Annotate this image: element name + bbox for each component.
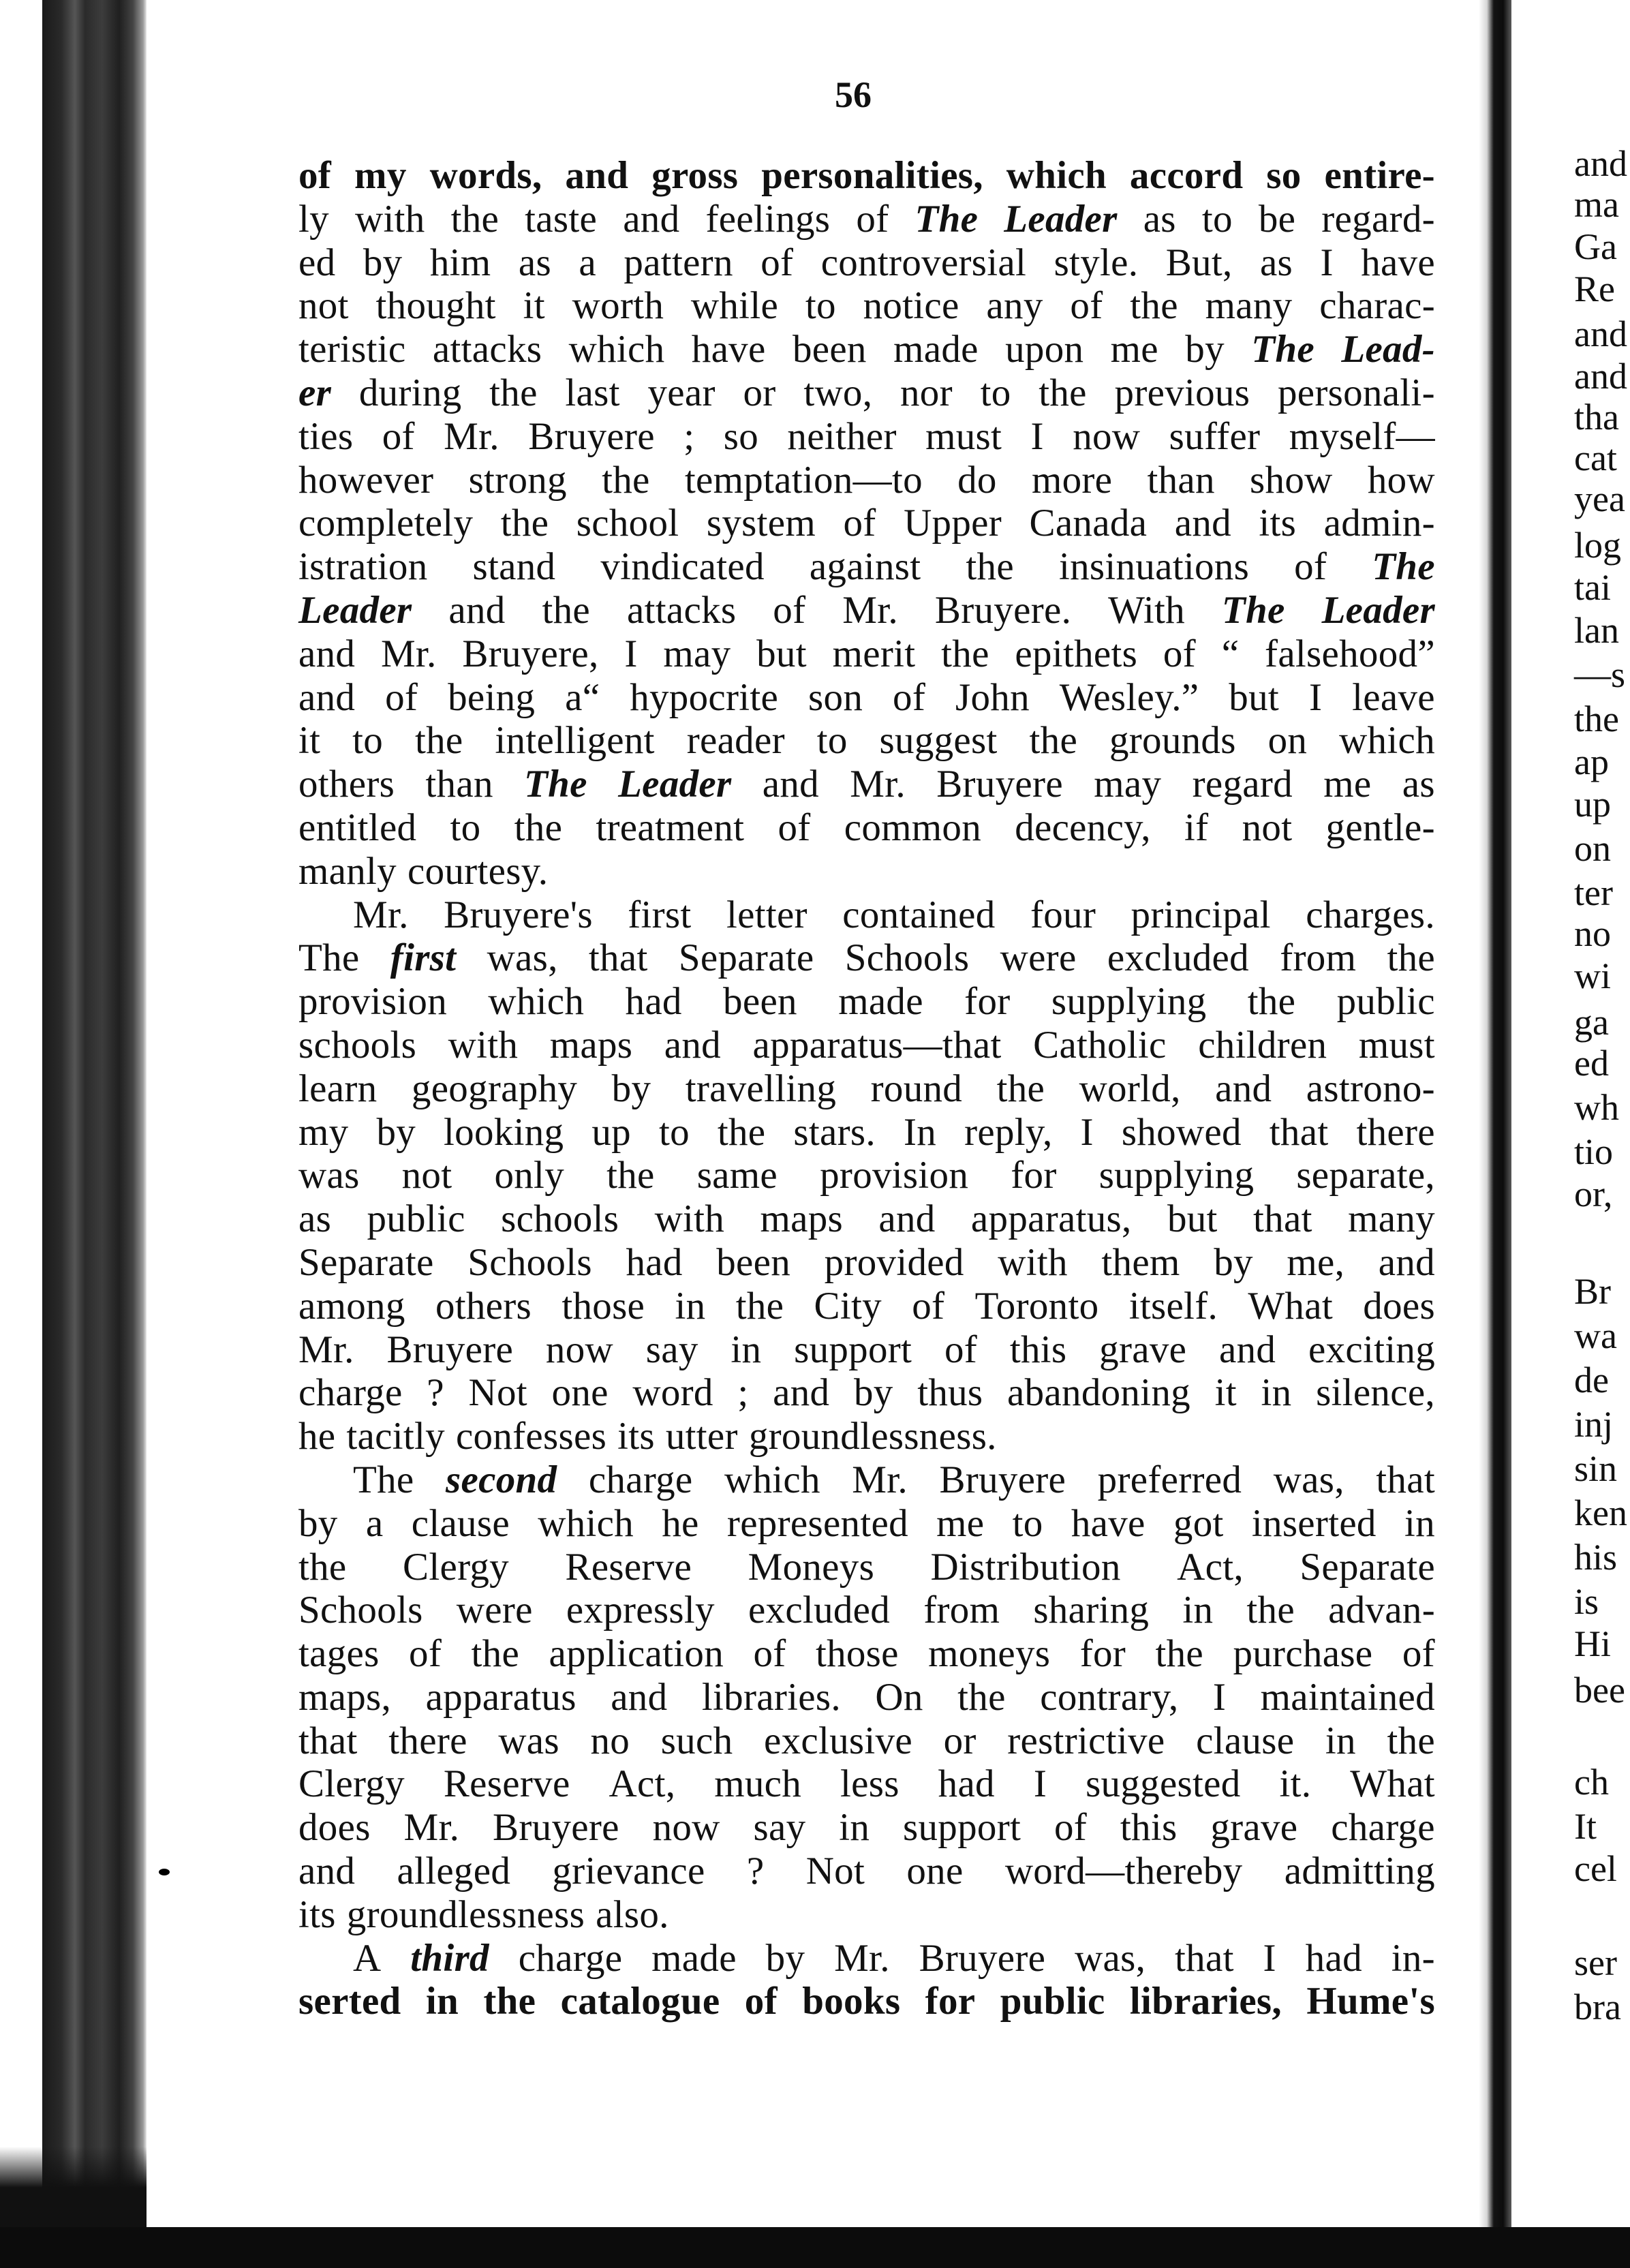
text-line: not thought it worth while to notice any of the many charac- (298, 284, 1435, 328)
body-text (298, 154, 1435, 2023)
ink-speck (159, 1869, 170, 1875)
text-line: er during the last year or two, nor to the previous personali- (298, 371, 1435, 414)
text-line: completely the school system of Upper Canada and its admin- (298, 502, 1435, 545)
text-line: the Clergy Reserve Moneys Distribution Act, Separate (298, 1545, 1435, 1589)
text-line: as public schools with maps and apparatus, but that many (298, 1197, 1435, 1241)
adjacent-page-fragment: and (1574, 313, 1627, 354)
text-line: maps, apparatus and libraries. On the contrary, I maintained (298, 1675, 1435, 1719)
page-gutter (1479, 0, 1511, 2268)
scan-border-bottom (0, 2227, 1630, 2268)
text-line: learn geography by travelling round the world, and astrono- (298, 1067, 1435, 1110)
text-line: ly with the taste and feelings of The Leader as to be regard- (298, 197, 1435, 241)
text-line: among others those in the City of Toronto itself. What does (298, 1284, 1435, 1328)
adjacent-page-fragment: ter (1574, 872, 1613, 913)
adjacent-page-fragment: or, (1574, 1174, 1613, 1214)
text-line: does Mr. Bruyere now say in support of this grave charge (298, 1806, 1435, 1850)
text-line: that there was no such exclusive or restrictive clause in the (298, 1719, 1435, 1762)
adjacent-page-fragment: wi (1574, 955, 1611, 996)
adjacent-page-fragment: bee (1574, 1670, 1625, 1711)
text-line: istration stand vindicated against the insinuations of The (298, 545, 1435, 589)
adjacent-page-fragment: his (1574, 1537, 1618, 1578)
adjacent-page-fragment: tai (1574, 567, 1611, 608)
text-line: it to the intelligent reader to suggest the grounds on which (298, 719, 1435, 763)
adjacent-page-fragment: ed (1574, 1043, 1609, 1084)
adjacent-page-fragment: ch (1574, 1762, 1609, 1803)
adjacent-page-fragment: ser (1574, 1942, 1617, 1983)
text-line: Mr. Bruyere now say in support of this grave and exciting (298, 1328, 1435, 1371)
adjacent-page-fragment: bra (1574, 1987, 1621, 2027)
adjacent-page-fragment: ga (1574, 1002, 1609, 1043)
adjacent-page-fragment: Ga (1574, 226, 1617, 267)
text-line: of my words, and gross personalities, which accord so entire- (298, 154, 1435, 197)
adjacent-page-fragment: tio (1574, 1131, 1614, 1172)
adjacent-page-fragment: is (1574, 1581, 1599, 1622)
adjacent-page-fragment: cat (1574, 438, 1617, 478)
text-line: provision which had been made for supplying the public (298, 980, 1435, 1024)
text-line: teristic attacks which have been made upon me by The Lead- (298, 328, 1435, 371)
text-line: Separate Schools had been provided with them by me, and (298, 1240, 1435, 1284)
text-line: entitled to the treatment of common decency, if not gentle- (298, 806, 1435, 849)
adjacent-page-fragment: tha (1574, 397, 1619, 438)
adjacent-page-fragment: wa (1574, 1315, 1617, 1356)
adjacent-page-fragment: log (1574, 525, 1622, 566)
text-line: was not only the same provision for supplying separate, (298, 1154, 1435, 1197)
text-line: The first was, that Separate Schools were excluded from the (298, 936, 1435, 980)
text-line: manly courtesy. (298, 849, 549, 893)
adjacent-page-fragment: ap (1574, 741, 1609, 782)
adjacent-page-fragment: Hi (1574, 1623, 1611, 1664)
text-line: by a clause which he represented me to have got inserted in (298, 1501, 1435, 1545)
adjacent-page-fragment: Br (1574, 1271, 1611, 1312)
text-line: ed by him as a pattern of controversial style. But, as I have (298, 241, 1435, 284)
text-line: and Mr. Bruyere, I may but merit the epithets of “ falsehood” (298, 632, 1435, 675)
adjacent-page (1511, 0, 1630, 2227)
adjacent-page-fragment: on (1574, 828, 1611, 869)
text-line: A third charge made by Mr. Bruyere was, that I had in- (353, 1936, 1435, 1980)
text-line: however strong the temptation—to do more than show how (298, 458, 1435, 502)
adjacent-page-fragment: no (1574, 913, 1611, 954)
adjacent-page-fragment: yea (1574, 478, 1625, 519)
adjacent-page-fragment: up (1574, 784, 1611, 825)
text-line: Clergy Reserve Act, much less had I suggested it. What (298, 1762, 1435, 1806)
adjacent-page-fragment: Re (1574, 269, 1615, 309)
text-line: and alleged grievance ? Not one word—thereby admitting (298, 1850, 1435, 1893)
adjacent-page-fragment: It (1574, 1806, 1597, 1847)
book-binding-edge (0, 0, 147, 2268)
adjacent-page-fragment: lan (1574, 610, 1619, 651)
text-line: charge ? Not one word ; and by thus abandoning it in silence, (298, 1371, 1435, 1415)
adjacent-page-fragment: sin (1574, 1448, 1618, 1489)
adjacent-page-fragment: —s (1574, 654, 1626, 695)
text-line: he tacitly confesses its utter groundlessness. (298, 1415, 997, 1458)
text-line: ties of Mr. Bruyere ; so neither must I now suffer myself— (298, 414, 1435, 458)
adjacent-page-fragment: the (1574, 699, 1619, 739)
text-line: Leader and the attacks of Mr. Bruyere. With The Leader (298, 588, 1435, 632)
text-line: its groundlessness also. (298, 1892, 669, 1936)
adjacent-page-fragment: and (1574, 143, 1627, 184)
text-line: and of being a“ hypocrite son of John Wesley.” but I leave (298, 675, 1435, 719)
text-line: serted in the catalogue of books for public libraries, Hume's (298, 1980, 1435, 2023)
adjacent-page-fragment: wh (1574, 1087, 1619, 1128)
adjacent-page-fragment: and (1574, 356, 1627, 397)
text-line: The second charge which Mr. Bruyere preferred was, that (353, 1458, 1435, 1501)
adjacent-page-fragment: inj (1574, 1404, 1614, 1445)
adjacent-page-fragment: ma (1574, 184, 1619, 225)
text-line: schools with maps and apparatus—that Catholic children must (298, 1023, 1435, 1067)
text-line: Schools were expressly excluded from sharing in the advan- (298, 1589, 1435, 1632)
text-line: my by looking up to the stars. In reply, I showed that there (298, 1110, 1435, 1154)
page-number: 56 (835, 74, 872, 115)
adjacent-page-fragment: de (1574, 1360, 1609, 1400)
text-line: Mr. Bruyere's first letter contained four principal charges. (353, 893, 1435, 936)
text-line: others than The Leader and Mr. Bruyere may regard me as (298, 763, 1435, 806)
adjacent-page-fragment: ken (1574, 1492, 1627, 1533)
text-line: tages of the application of those moneys for the purchase of (298, 1632, 1435, 1676)
adjacent-page-fragment: cel (1574, 1848, 1617, 1889)
